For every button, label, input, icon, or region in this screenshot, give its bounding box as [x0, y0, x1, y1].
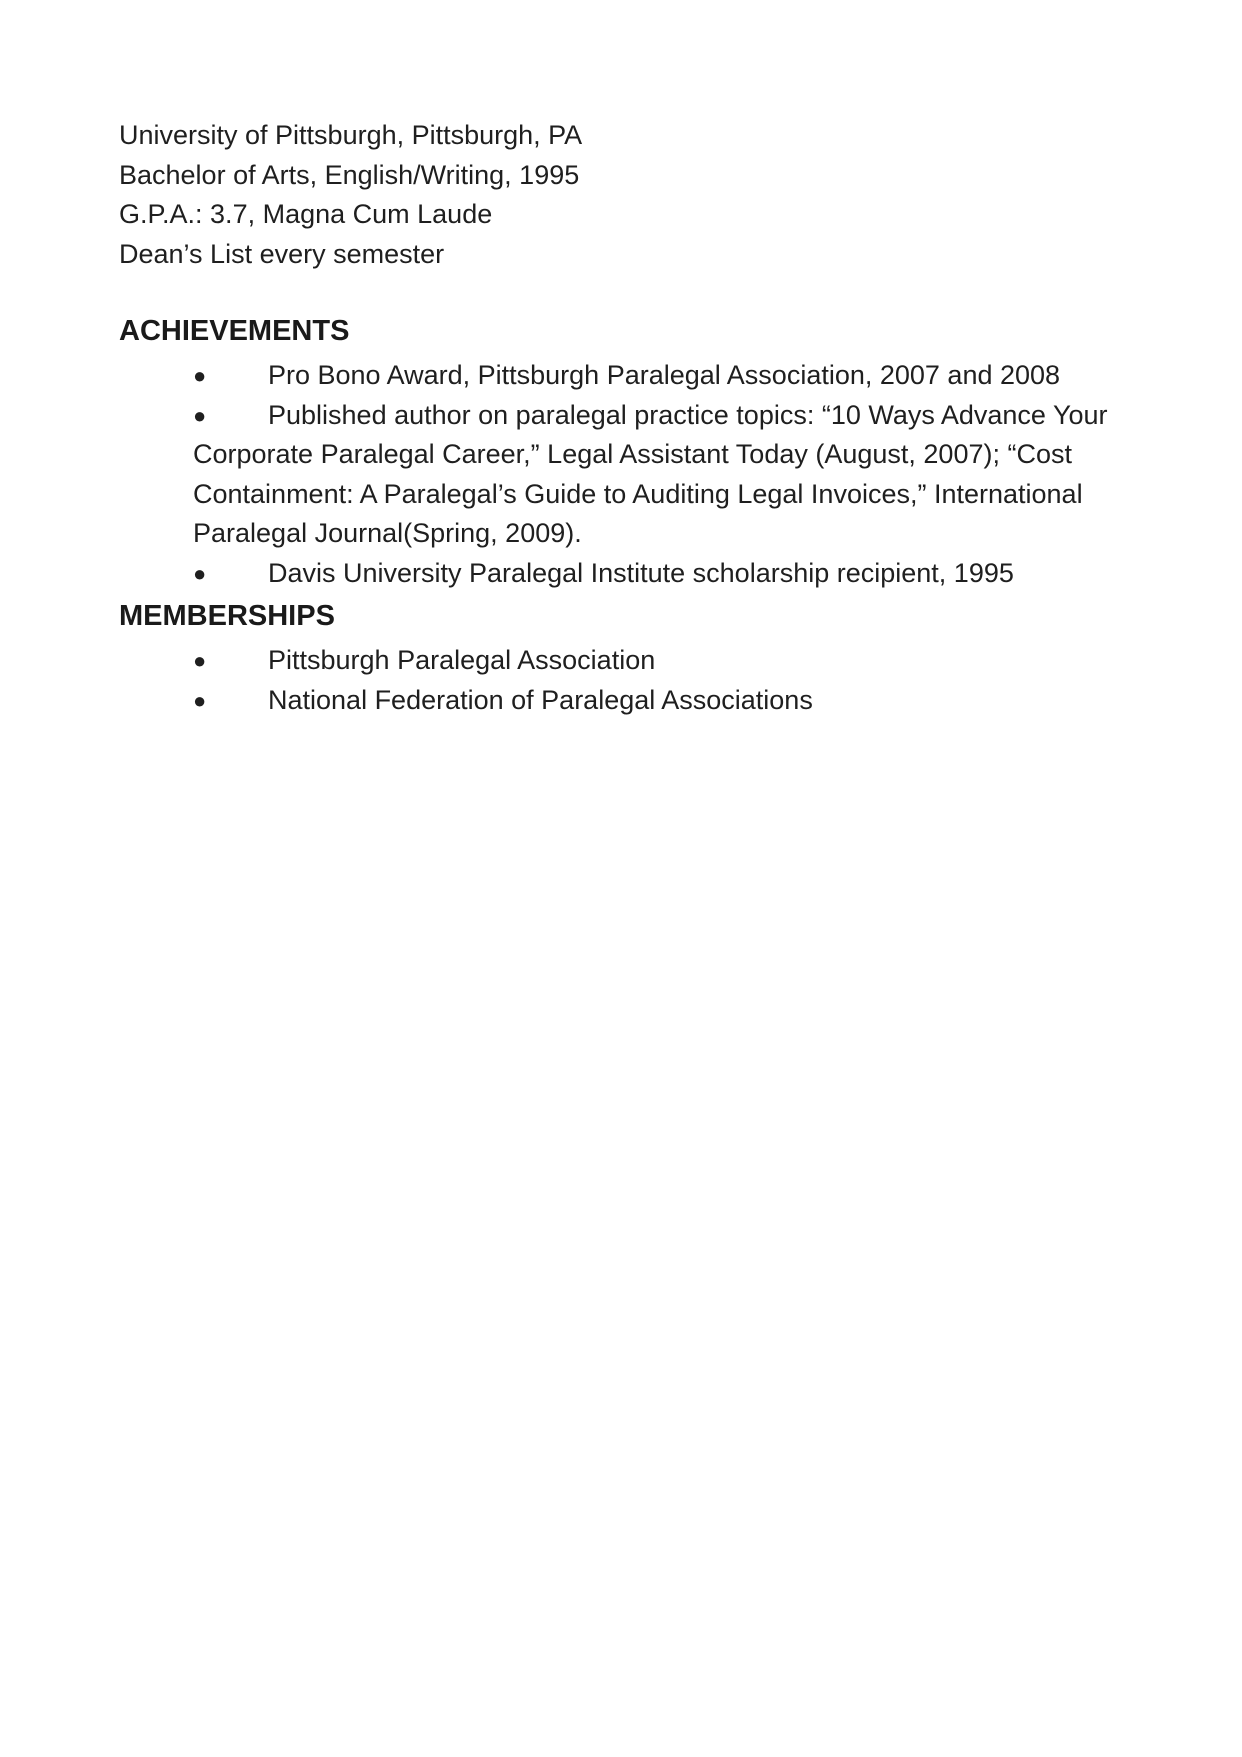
bullet-icon: ● [193, 560, 207, 586]
achievements-heading: ACHIEVEMENTS [119, 315, 350, 347]
achievement-text: Published author on paralegal practice topics: “10 Ways Advance Your Corporate Paralegal Career,” Legal Assistant Today (August, 2007); “Cost Containment: A Paralegal’s Guide to Auditing Legal Invoices,” International Paralegal Journal(Spring, 2009). [193, 399, 1108, 548]
memberships-heading: MEMBERSHIPS [119, 600, 335, 632]
bullet-icon: ● [193, 687, 207, 713]
education-gpa: G.P.A.: 3.7, Magna Cum Laude [119, 199, 493, 229]
memberships-list [119, 641, 1129, 720]
education-honors: Dean’s List every semester [119, 238, 445, 269]
list-item [193, 641, 1129, 681]
achievement-text: Davis University Paralegal Institute scholarship recipient, 1995 [268, 557, 1014, 588]
list-item [193, 396, 1129, 554]
membership-text: National Federation of Paralegal Associations [268, 684, 813, 715]
bullet-icon: ● [193, 402, 207, 428]
list-item [193, 554, 1129, 594]
bullet-icon: ● [193, 363, 207, 388]
achievement-text: Pro Bono Award, Pittsburgh Paralegal Association, 2007 and 2008 [268, 360, 1061, 390]
membership-text: Pittsburgh Paralegal Association [268, 645, 656, 675]
education-degree: Bachelor of Arts, English/Writing, 1995 [119, 159, 580, 190]
education-institution: University of Pittsburgh, Pittsburgh, PA [119, 120, 583, 150]
list-item [193, 681, 1129, 721]
education-block [119, 116, 1129, 274]
document-page [119, 116, 1129, 720]
achievements-list [119, 356, 1129, 593]
bullet-icon: ● [193, 648, 207, 673]
list-item [193, 356, 1129, 396]
